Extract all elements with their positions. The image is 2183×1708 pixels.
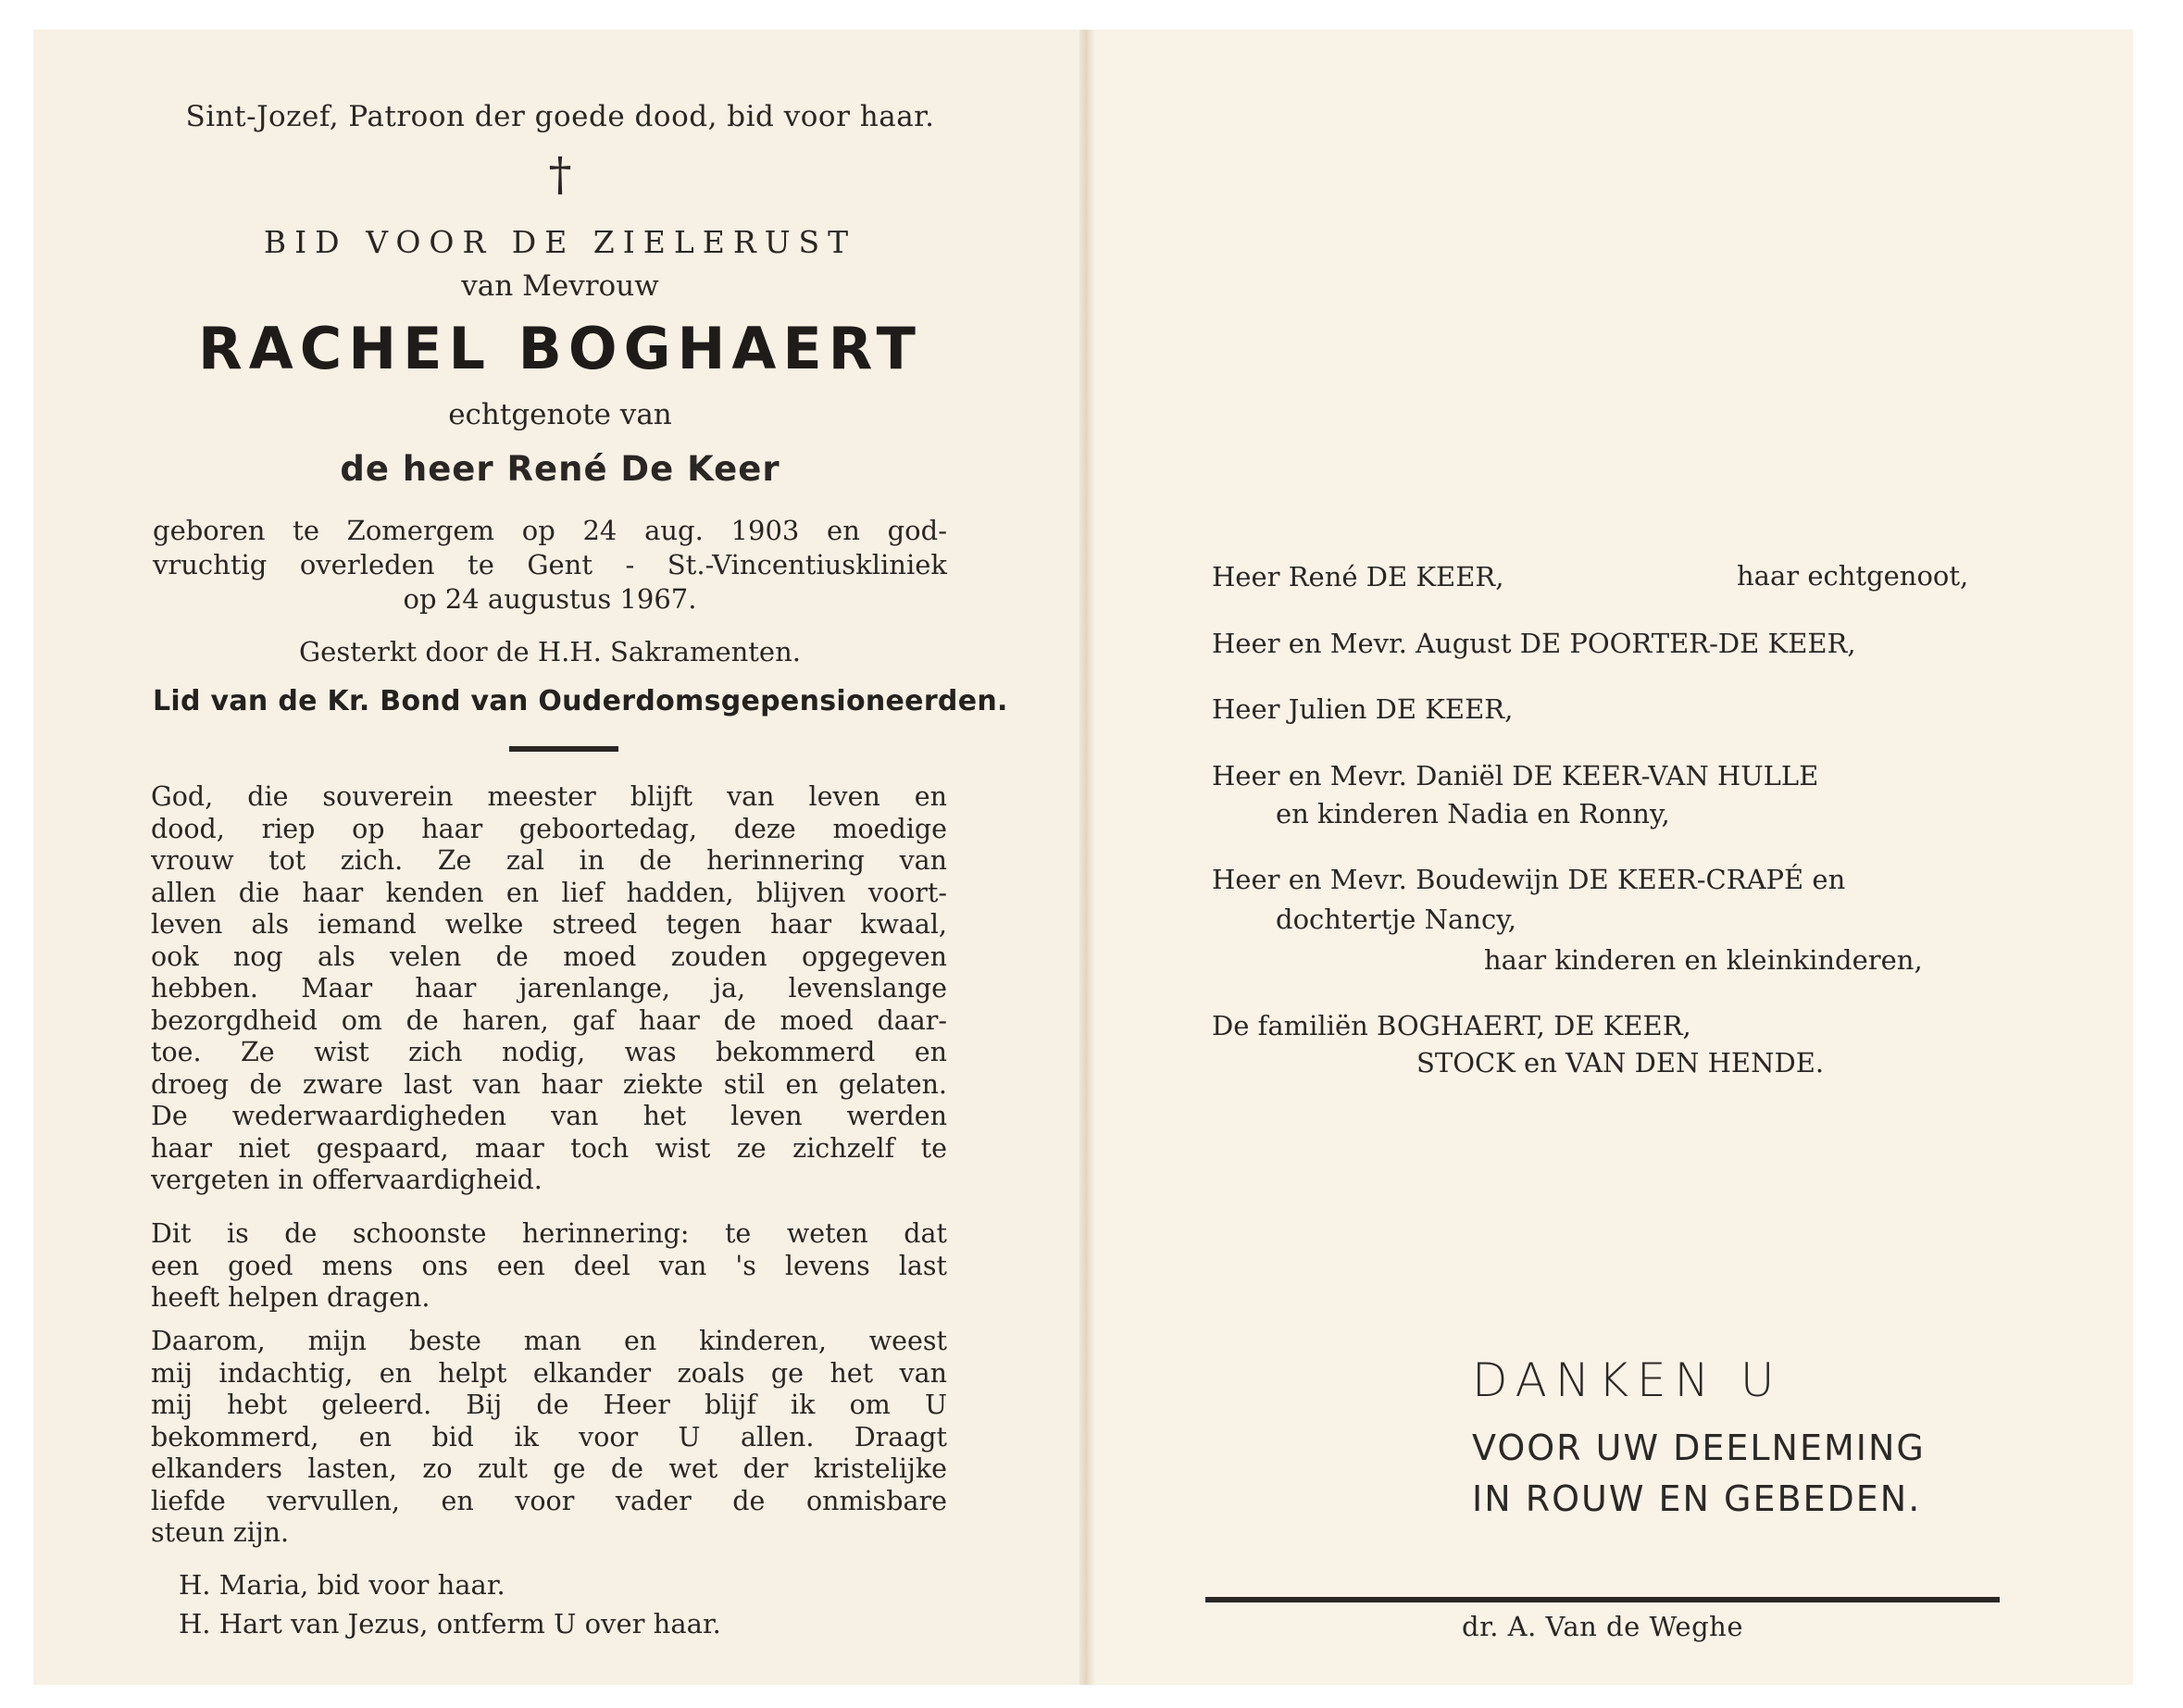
printer-rule	[1205, 1597, 2000, 1602]
echtgenote-label: echtgenote van	[448, 398, 672, 431]
text-line: vrouw tot zich. Ze zal in de herinnering van	[151, 845, 947, 876]
family-summary: haar kinderen en kleinkinderen,	[1484, 944, 1923, 976]
family-line-1-role: haar echtgenoot,	[1737, 560, 1969, 592]
family-line-2: Heer en Mevr. August DE POORTER-DE KEER,	[1212, 628, 1856, 659]
invocation: Sint-Jozef, Patroon der goede dood, bid voor haar.	[185, 100, 935, 133]
closing-prayer-1: H. Maria, bid voor haar.	[179, 1569, 505, 1601]
text-line: haar niet gespaard, maar toch wist ze zichzelf te	[151, 1132, 947, 1164]
text-line: Dit is de schoonste herinnering: te weten dat	[151, 1218, 947, 1249]
family-line-1: Heer René DE KEER,	[1212, 561, 1504, 592]
text-line: liefde vervullen, en voor vader de onmisbare	[151, 1485, 947, 1516]
text-line: ook nog als velen de moed zouden opgegeven	[151, 941, 947, 972]
paragraph-3	[151, 1326, 947, 1550]
membership-line: Lid van de Kr. Bond van Ouderdomsgepensioneerden.	[153, 685, 1008, 717]
family-line-6: De familiën BOGHAERT, DE KEER,	[1212, 1010, 1691, 1041]
text-line: De wederwaardigheden van het leven werden	[151, 1101, 947, 1131]
paragraph-2	[151, 1218, 947, 1315]
text-line: allen die haar kenden en lief hadden, blijven voort-	[151, 877, 947, 908]
family-line-5b: dochtertje Nancy,	[1276, 904, 1516, 935]
divider	[509, 746, 618, 752]
text-line: bezorgdheid om de haren, gaf haar de moed daar-	[151, 1004, 947, 1036]
deceased-name: RACHEL BOGHAERT	[198, 315, 922, 382]
paragraph-1	[151, 781, 947, 1197]
text-line: vergeten in offervaardigheid.	[151, 1165, 543, 1195]
text-line: een goed mens ons een deel van 's levens last	[151, 1250, 947, 1281]
family-line-4b: en kinderen Nadia en Ronny,	[1276, 798, 1670, 829]
text-line: God, die souverein meester blijft van leven en	[151, 781, 947, 812]
text-line: Daarom, mijn beste man en kinderen, weest	[151, 1326, 947, 1356]
cross-icon: †	[548, 147, 572, 201]
family-line-5: Heer en Mevr. Boudewijn DE KEER-CRAPÉ en	[1212, 864, 1846, 895]
born-line: vruchtig overleden te Gent - St.-Vincentiuskliniek	[153, 549, 947, 580]
thanks-heading: DANKEN U	[1472, 1353, 1783, 1407]
born-line: geboren te Zomergem op 24 aug. 1903 en god-	[153, 515, 947, 546]
text-line: toe. Ze wist zich nodig, was bekommerd en	[151, 1037, 947, 1067]
family-line-6b: STOCK en VAN DEN HENDE.	[1416, 1047, 1825, 1078]
husband-name: de heer René De Keer	[340, 449, 780, 489]
thanks-line-2: IN ROUW EN GEBEDEN.	[1472, 1478, 1922, 1519]
family-line-3: Heer Julien DE KEER,	[1212, 693, 1514, 725]
printer-credit: dr. A. Van de Weghe	[1462, 1611, 1743, 1642]
family-line-4: Heer en Mevr. Daniël DE KEER-VAN HULLE	[1212, 760, 1819, 792]
text-line: mij indachtig, en helpt elkander zoals ge het van	[151, 1357, 947, 1389]
born-line: op 24 augustus 1967.	[403, 583, 697, 615]
text-line: steun zijn.	[151, 1517, 290, 1548]
prayer-heading: BID VOOR DE ZIELERUST	[263, 224, 857, 260]
text-line: droeg de zware last van haar ziekte stil en gelaten.	[151, 1068, 947, 1100]
text-line: leven als iemand welke streed tegen haar kwaal,	[151, 909, 947, 940]
text-line: bekommerd, en bid ik voor U allen. Draagt	[151, 1421, 947, 1452]
text-line: elkanders lasten, zo zult ge de wet der kristelijke	[151, 1453, 947, 1484]
van-mevrouw: van Mevrouw	[461, 269, 659, 303]
text-line: hebben. Maar haar jarenlange, ja, levenslange	[151, 973, 947, 1004]
text-line: dood, riep op haar geboortedag, deze moedige	[151, 813, 947, 844]
text-line: heeft helpen dragen.	[151, 1282, 430, 1313]
birth-death-details	[153, 514, 947, 617]
sacraments-line: Gesterkt door de H.H. Sakramenten.	[298, 636, 801, 667]
thanks-line-1: VOOR UW DEELNEMING	[1472, 1427, 1926, 1468]
closing-prayer-2: H. Hart van Jezus, ontferm U over haar.	[179, 1608, 721, 1639]
text-line: mij hebt geleerd. Bij de Heer blijf ik om U	[151, 1390, 947, 1420]
